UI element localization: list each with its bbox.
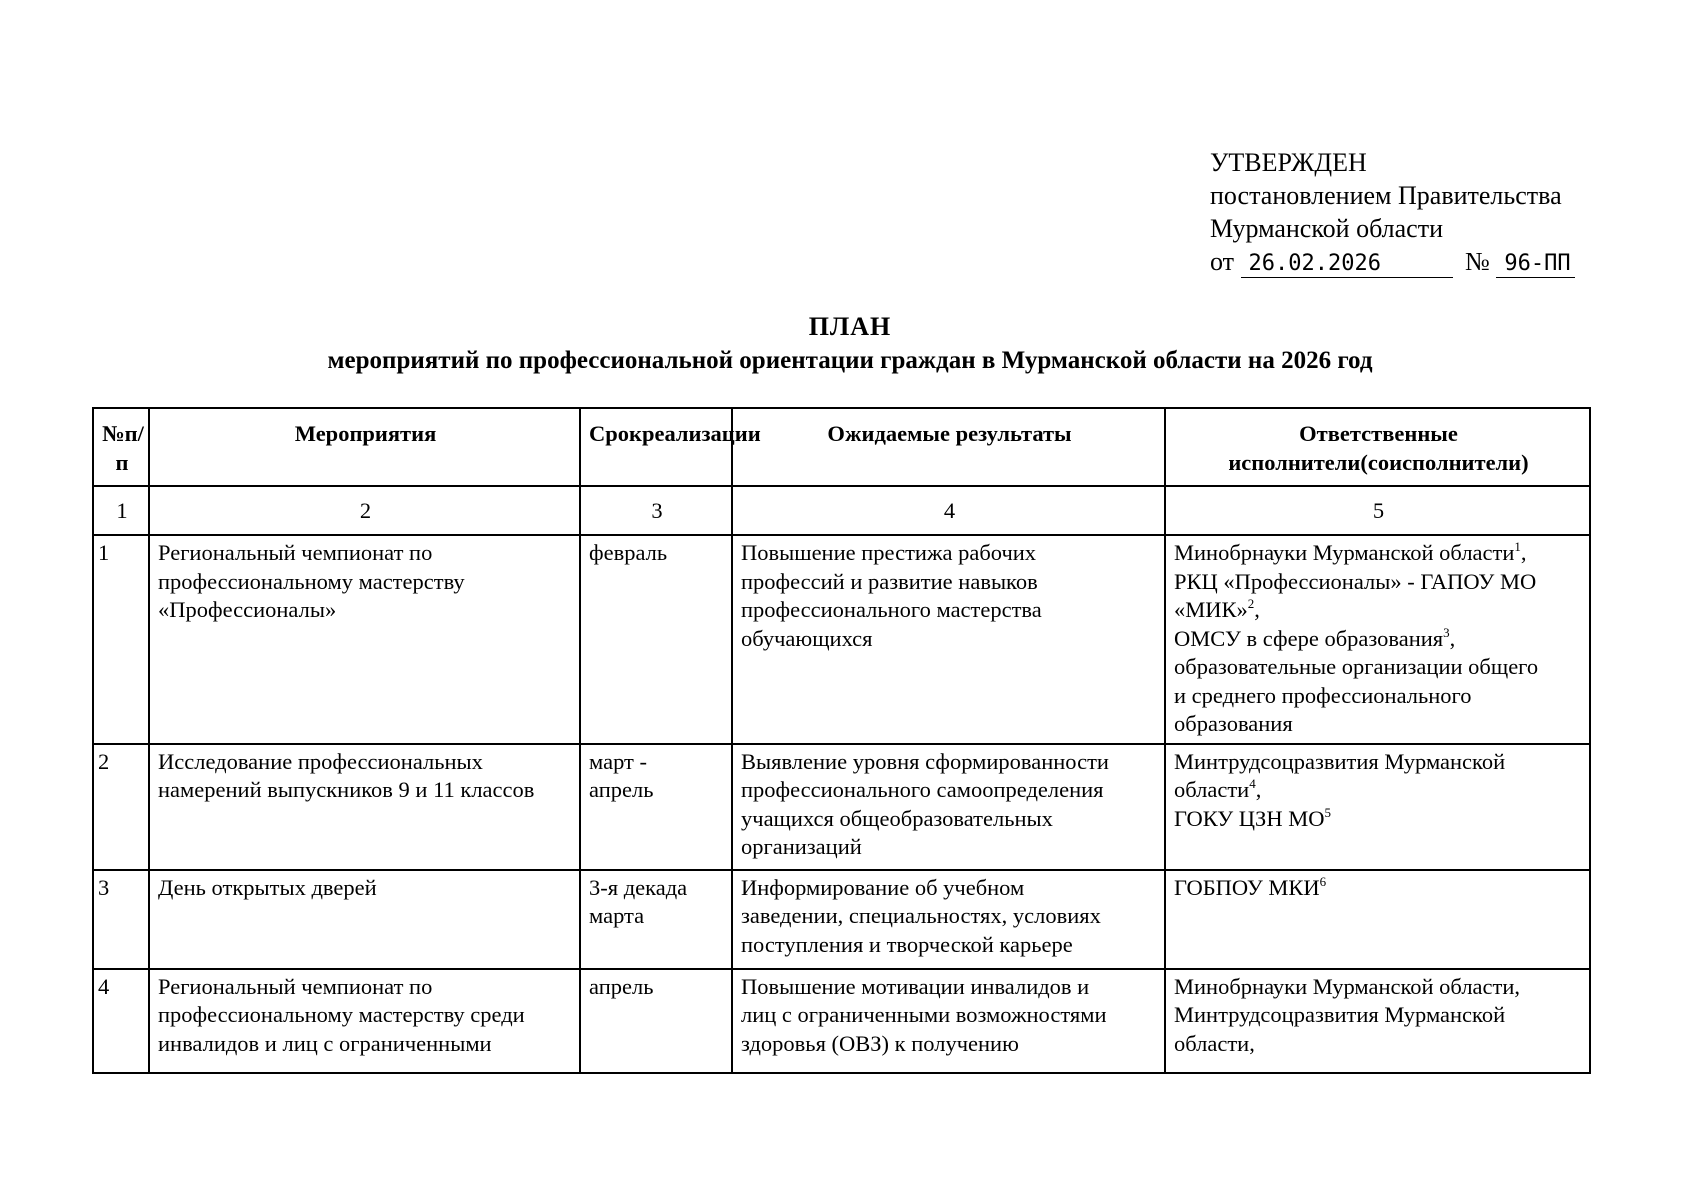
- table-row: [93, 744, 1590, 870]
- cell-line: профессиональному мастерству: [158, 568, 465, 594]
- cell-line: профессий и развитие навыков: [741, 568, 1038, 594]
- cell-line: Региональный чемпионат по: [158, 540, 433, 565]
- row-number-cell: 4: [93, 969, 149, 1073]
- table-row: [93, 870, 1590, 969]
- cell-line: намерений выпускников 9 и 11 классов: [158, 777, 535, 802]
- approval-line-1: постановлением Правительства: [1210, 181, 1562, 210]
- row-number-cell: 1: [93, 535, 149, 744]
- responsible-line: [1174, 776, 1583, 805]
- term-cell: [580, 744, 732, 870]
- cell-line: апрель: [589, 973, 654, 999]
- cell-line: апрель: [589, 777, 654, 802]
- cell-line: заведении, специальностях, условиях: [741, 903, 1101, 928]
- column-number-cell: 3: [580, 486, 732, 535]
- responsible-text: «МИК»: [1174, 597, 1248, 622]
- number-label: №: [1465, 247, 1490, 276]
- cell-line: профессионального мастерства: [741, 597, 1042, 622]
- from-label: от: [1210, 247, 1235, 276]
- result-cell: [732, 744, 1165, 870]
- cell-line: февраль: [589, 540, 668, 565]
- row-number-cell: 3: [93, 870, 149, 969]
- cell-line: обучающихся: [741, 625, 873, 651]
- approval-number: 96-ПП: [1496, 251, 1574, 278]
- responsible-cell: [1165, 535, 1590, 744]
- header-line: Мероприятия: [294, 421, 437, 446]
- responsible-line: [1174, 682, 1583, 711]
- cell-line: Повышение престижа рабочих: [741, 540, 1037, 565]
- header-line: Ответственные исполнители: [1228, 421, 1458, 475]
- event-cell: [149, 969, 580, 1073]
- header-number: [93, 408, 149, 486]
- approval-line-2: Мурманской области: [1210, 214, 1443, 243]
- responsible-line: [1174, 973, 1583, 1002]
- cell-line: учащихся общеобразовательных: [741, 805, 1053, 831]
- responsible-text: ГОКУ ЦЗН МО: [1174, 805, 1325, 831]
- document-title: ПЛАН: [808, 312, 892, 341]
- term-cell: [580, 969, 732, 1073]
- header-line: Ожидаемые результаты: [827, 421, 1072, 446]
- event-cell: [149, 744, 580, 870]
- cell-line: Выявление уровня сформированности: [741, 748, 1109, 774]
- column-number-cell: 4: [732, 486, 1165, 535]
- term-cell: [580, 870, 732, 969]
- header-line: реализации: [641, 421, 761, 446]
- footnote-mark: 5: [1324, 804, 1331, 820]
- header-events: [149, 408, 580, 486]
- cell-line: Информирование об учебном: [741, 874, 1025, 900]
- approval-block: [1210, 146, 1575, 278]
- punctuation: ,: [1449, 625, 1456, 651]
- footnote-mark: 4: [1249, 776, 1256, 791]
- responsible-line: [1174, 874, 1583, 903]
- cell-line: «Профессионалы»: [158, 597, 337, 622]
- cell-line: организаций: [741, 834, 862, 859]
- responsible-line: [1174, 596, 1583, 625]
- document-subtitle: мероприятий по профессиональной ориентации граждан в Мурманской области на 2026 год: [327, 347, 1373, 374]
- cell-line: профессионального самоопределения: [741, 777, 1104, 802]
- cell-line: Исследование профессиональных: [158, 748, 483, 774]
- row-number-cell: 2: [93, 744, 149, 870]
- table-row: [93, 535, 1590, 744]
- responsible-text: образования: [1174, 711, 1293, 736]
- responsible-text: РКЦ «Профессионалы» - ГАПОУ МО: [1174, 568, 1537, 594]
- header-line: п/п: [115, 421, 144, 475]
- header-line: (соисполнители): [1360, 449, 1529, 475]
- column-number-cell: 2: [149, 486, 580, 535]
- document-title-block: [0, 310, 1700, 378]
- event-cell: [149, 870, 580, 969]
- responsible-line: [1174, 748, 1583, 777]
- header-term: [580, 408, 761, 486]
- responsible-text: Минтрудсоцразвития Мурманской: [1174, 748, 1506, 774]
- responsible-line: [1174, 1030, 1583, 1059]
- cell-line: День открытых дверей: [158, 874, 377, 900]
- responsible-line: [1174, 653, 1583, 682]
- term-cell: [580, 535, 732, 744]
- responsible-cell: [1165, 744, 1590, 870]
- responsible-line: [1174, 710, 1583, 739]
- responsible-text: ГОБПОУ МКИ: [1174, 874, 1320, 900]
- table-row: [93, 969, 1590, 1073]
- responsible-text: и среднего профессионального: [1174, 682, 1472, 708]
- header-line: №: [102, 421, 125, 446]
- header-row: [93, 408, 1590, 486]
- approval-title: УТВЕРЖДЕН: [1210, 148, 1367, 177]
- cell-line: марта: [589, 903, 645, 928]
- result-cell: [732, 535, 1165, 744]
- responsible-cell: [1165, 969, 1590, 1073]
- result-cell: [732, 870, 1165, 969]
- column-number-cell: 1: [93, 486, 149, 535]
- cell-line: профессиональному мастерству среди: [158, 1002, 525, 1027]
- punctuation: ,: [1255, 777, 1262, 802]
- footnote-mark: 6: [1319, 873, 1327, 889]
- responsible-text: Минобрнауки Мурманской области,: [1174, 973, 1521, 999]
- responsible-text: ОМСУ в сфере образования: [1174, 625, 1444, 651]
- event-cell: [149, 535, 580, 744]
- footnote-mark: 3: [1443, 624, 1450, 640]
- column-number-row: [93, 486, 1590, 535]
- responsible-line: [1174, 539, 1583, 568]
- responsible-cell: [1165, 870, 1590, 969]
- footnote-mark: 2: [1247, 596, 1255, 611]
- responsible-text: Минтрудсоцразвития Мурманской: [1174, 1002, 1506, 1027]
- punctuation: ,: [1254, 597, 1260, 622]
- responsible-line: [1174, 568, 1583, 597]
- responsible-line: [1174, 1001, 1583, 1030]
- responsible-text: Минобрнауки Мурманской области: [1174, 540, 1515, 565]
- approval-date: 26.02.2026: [1241, 251, 1453, 278]
- cell-line: март -: [589, 748, 647, 774]
- result-cell: [732, 969, 1165, 1073]
- responsible-line: [1174, 805, 1583, 834]
- cell-line: Региональный чемпионат по: [158, 973, 433, 999]
- column-number-cell: 5: [1165, 486, 1590, 535]
- footnote-mark: 1: [1514, 539, 1521, 554]
- cell-line: здоровья (ОВЗ) к получению: [741, 1030, 1019, 1056]
- header-responsible: [1165, 408, 1590, 486]
- cell-line: поступления и творческой карьере: [741, 931, 1073, 957]
- cell-line: лиц с ограниченными возможностями: [741, 1002, 1107, 1027]
- responsible-text: области,: [1174, 1030, 1255, 1056]
- cell-line: 3-я декада: [589, 874, 688, 900]
- header-results: [732, 408, 1165, 486]
- approval-date-line: [1210, 245, 1575, 278]
- cell-line: инвалидов и лиц с ограниченными: [158, 1030, 492, 1056]
- responsible-text: области: [1174, 777, 1250, 802]
- cell-line: Повышение мотивации инвалидов и: [741, 973, 1090, 999]
- responsible-line: [1174, 625, 1583, 654]
- responsible-text: образовательные организации общего: [1174, 654, 1539, 679]
- plan-table: [92, 407, 1591, 1074]
- punctuation: ,: [1520, 540, 1527, 565]
- header-line: Срок: [589, 421, 642, 446]
